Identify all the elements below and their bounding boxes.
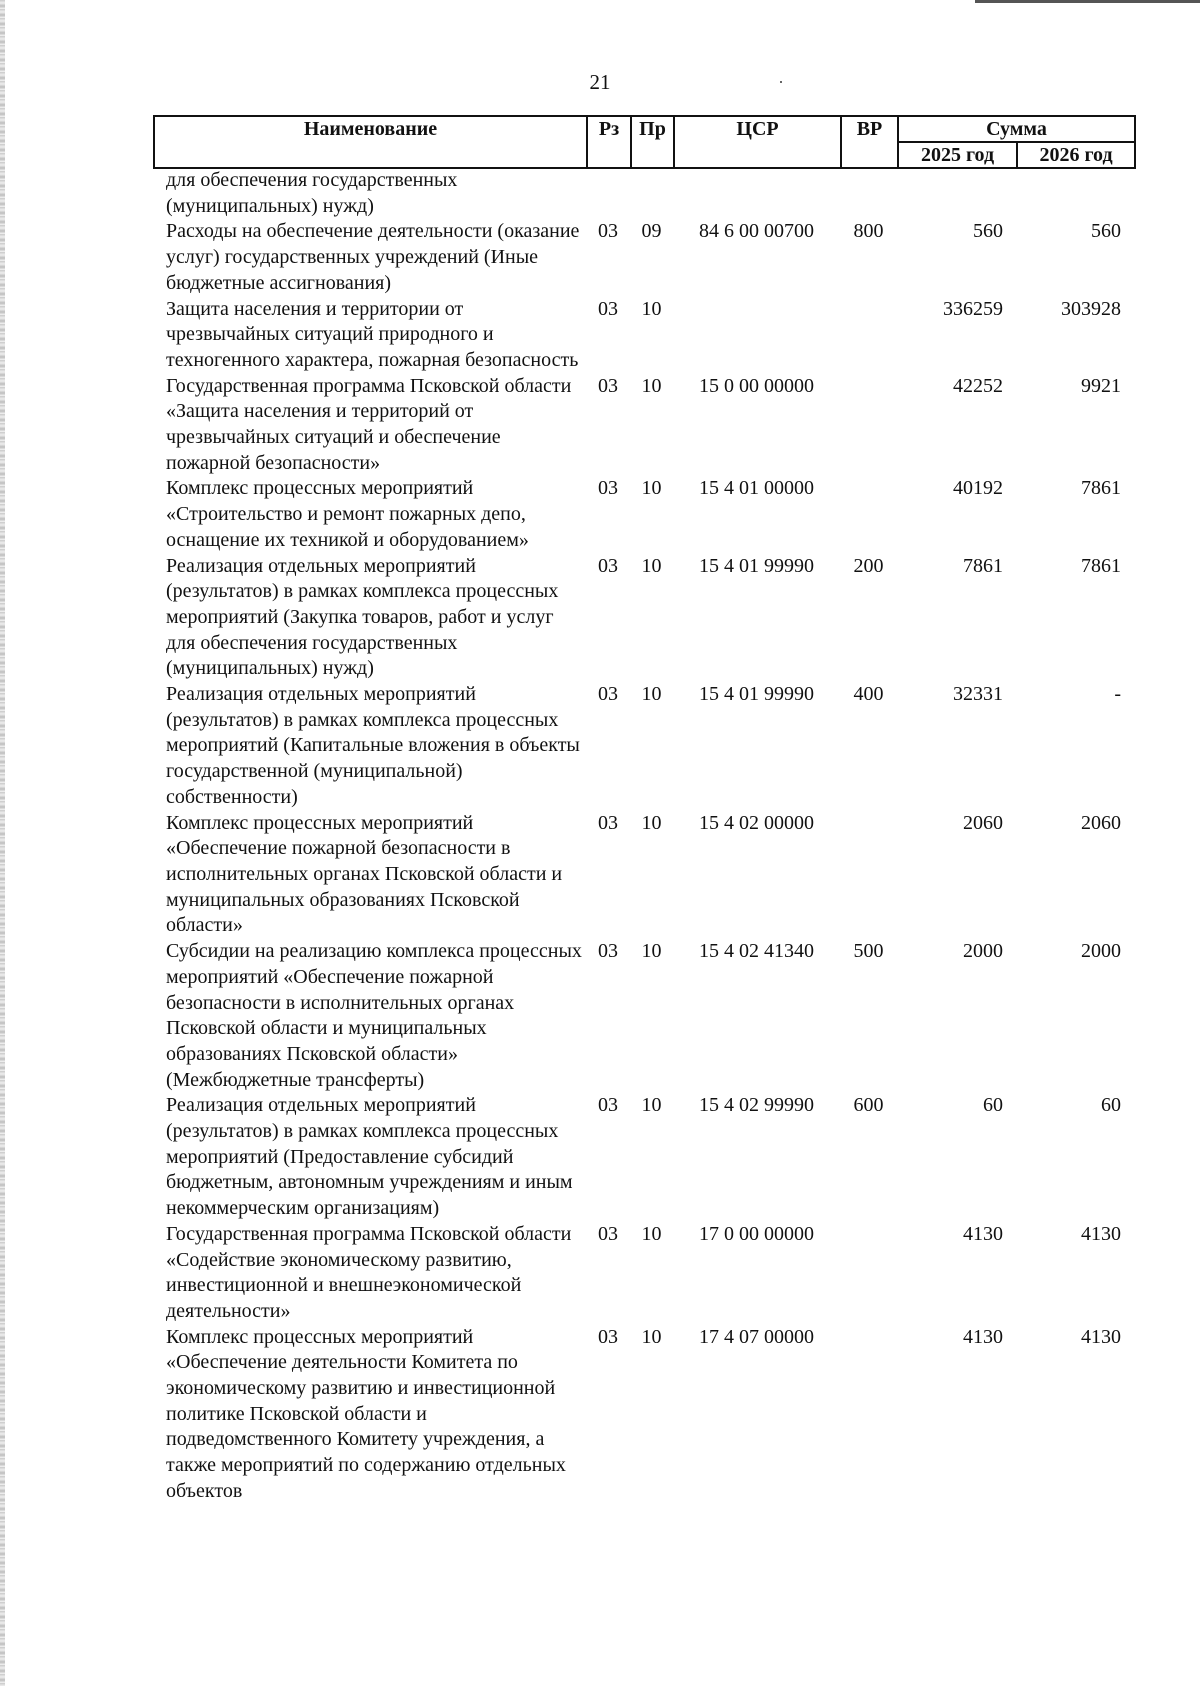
- row-name: Комплекс процессных мероприятий «Обеспечение деятельности Комитета по экономическому развитию и инвестиционной политике Псковской области и подведомственного Комитету учреждения, а также мероприятий по содержанию отдельных объектов: [166, 1325, 566, 1502]
- row-csr: [673, 297, 840, 374]
- row-pr: 09: [641, 220, 662, 243]
- row-pr: 10: [641, 477, 662, 500]
- header-vr: ВР: [841, 116, 898, 168]
- row-sum-2026: 9921: [1081, 374, 1121, 397]
- table-row: [153, 168, 1134, 219]
- row-csr: 84 6 00 00700: [699, 220, 814, 243]
- row-pr: 10: [641, 297, 662, 320]
- row-rz: 03: [598, 1094, 618, 1117]
- header-name: Наименование: [154, 116, 587, 168]
- row-csr: 15 4 01 99990: [699, 554, 814, 577]
- row-sum-2026: 303928: [1061, 297, 1121, 320]
- row-name: Реализация отдельных мероприятий (результатов) в рамках комплекса процессных мероприятий (Предоставление субсидий бюджетным, автономным учреждениям и иным некоммерческим организациям): [166, 1094, 573, 1220]
- row-sum-2025: 7861: [963, 554, 1003, 577]
- row-csr: [673, 168, 840, 219]
- row-name: Защита населения и территории от чрезвычайных ситуаций природного и техногенного характера, пожарная безопасность: [166, 297, 579, 371]
- row-csr: 15 4 02 99990: [699, 1094, 814, 1117]
- row-sum-2025: 40192: [953, 477, 1003, 500]
- row-csr: 17 4 07 00000: [699, 1325, 814, 1348]
- row-csr: 15 4 02 00000: [699, 811, 814, 834]
- table-row: [153, 219, 1134, 296]
- row-csr: 15 0 00 00000: [699, 374, 814, 397]
- scan-edge-top: [975, 0, 1200, 3]
- row-rz: 03: [598, 940, 618, 963]
- row-vr: [840, 168, 897, 219]
- row-sum-2025: 4130: [963, 1325, 1003, 1348]
- row-vr: [840, 374, 897, 477]
- row-vr: [840, 1222, 897, 1325]
- row-sum-2025: 4130: [963, 1222, 1003, 1245]
- row-pr: 10: [641, 940, 662, 963]
- row-pr: 10: [641, 683, 662, 706]
- row-pr: 10: [641, 1325, 662, 1348]
- row-vr: 800: [853, 220, 884, 243]
- row-sum-2025: 336259: [943, 297, 1003, 320]
- row-sum-2025: 2060: [963, 811, 1003, 834]
- row-pr: 10: [641, 1222, 662, 1245]
- row-csr: 17 0 00 00000: [699, 1222, 814, 1245]
- row-name: для обеспечения государственных (муниципальных) нужд): [166, 169, 458, 217]
- row-pr: 10: [641, 811, 662, 834]
- header-year-2025: 2025 год: [898, 142, 1017, 168]
- row-sum-2026: 7861: [1081, 477, 1121, 500]
- row-sum-2026: 7861: [1081, 554, 1121, 577]
- table-row: [153, 476, 1134, 553]
- row-rz: [586, 168, 630, 219]
- row-sum-2025: 60: [983, 1094, 1003, 1117]
- row-name: Комплекс процессных мероприятий «Строительство и ремонт пожарных депо, оснащение их техникой и оборудованием»: [166, 477, 529, 551]
- row-sum-2026: 2060: [1081, 811, 1121, 834]
- row-sum-2026: -: [1114, 683, 1121, 706]
- page-number: 21: [589, 70, 611, 94]
- table-header: [153, 115, 1136, 169]
- scan-edge-left: [0, 0, 5, 1686]
- table-body: [153, 168, 1134, 1505]
- row-name: Государственная программа Псковской области «Защита населения и территорий от чрезвычайных ситуаций и обеспечение пожарной безопасности»: [166, 374, 572, 474]
- row-vr: [840, 297, 897, 374]
- row-rz: 03: [598, 811, 618, 834]
- table-row: [153, 1325, 1134, 1505]
- header-pr: Пр: [631, 116, 674, 168]
- table-row: [153, 374, 1134, 477]
- row-name: Государственная программа Псковской области «Содействие экономическому развитию, инвестиционной и внешнеэкономической деятельности»: [166, 1222, 572, 1322]
- row-csr: 15 4 01 00000: [699, 477, 814, 500]
- row-rz: 03: [598, 374, 618, 397]
- row-vr: 500: [853, 940, 884, 963]
- row-sum-2025: 42252: [953, 374, 1003, 397]
- header-csr: ЦСР: [674, 116, 841, 168]
- row-pr: 10: [641, 554, 662, 577]
- row-sum-2025: 2000: [963, 940, 1003, 963]
- row-rz: 03: [598, 220, 618, 243]
- header-rz: Рз: [587, 116, 631, 168]
- row-rz: 03: [598, 477, 618, 500]
- table-row: [153, 297, 1134, 374]
- header-year-2026: 2026 год: [1017, 142, 1135, 168]
- row-vr: [840, 1325, 897, 1505]
- row-sum-2026: 2000: [1081, 940, 1121, 963]
- row-rz: 03: [598, 1325, 618, 1348]
- row-rz: 03: [598, 1222, 618, 1245]
- row-sum-2026: 4130: [1081, 1222, 1121, 1245]
- row-vr: 400: [853, 683, 884, 706]
- row-name: Комплекс процессных мероприятий «Обеспечение пожарной безопасности в исполнительных органах Псковской области и муниципальных образованиях Псковской области»: [166, 811, 563, 937]
- row-csr: 15 4 02 41340: [699, 940, 814, 963]
- row-vr: 200: [853, 554, 884, 577]
- row-sum-2025: 560: [973, 220, 1003, 243]
- row-rz: 03: [598, 683, 618, 706]
- row-rz: 03: [598, 297, 618, 320]
- row-sum-2026: 4130: [1081, 1325, 1121, 1348]
- row-pr: [630, 168, 673, 219]
- row-sum-2025: [897, 168, 1016, 219]
- row-name: Субсидии на реализацию комплекса процессных мероприятий «Обеспечение пожарной безопасности в исполнительных органах Псковской области и муниципальных образованиях Псковской области» (Межбюджетные трансферты): [166, 940, 582, 1091]
- table-row: [153, 939, 1134, 1093]
- row-sum-2025: 32331: [953, 683, 1003, 706]
- row-vr: [840, 811, 897, 940]
- table-row: [153, 554, 1134, 683]
- header-sum: Сумма: [898, 116, 1135, 142]
- row-pr: 10: [641, 374, 662, 397]
- row-csr: 15 4 01 99990: [699, 683, 814, 706]
- row-name: Расходы на обеспечение деятельности (оказание услуг) государственных учреждений (Иные бюджетные ассигнования): [166, 220, 580, 294]
- table-row: [153, 811, 1134, 940]
- row-sum-2026: 560: [1091, 220, 1121, 243]
- table-row: [153, 1222, 1134, 1325]
- row-vr: [840, 476, 897, 553]
- row-vr: 600: [853, 1094, 884, 1117]
- row-sum-2026: 60: [1101, 1094, 1121, 1117]
- row-name: Реализация отдельных мероприятий (результатов) в рамках комплекса процессных мероприятий (Закупка товаров, работ и услуг для обеспечения государственных (муниципальных) нужд): [166, 554, 559, 680]
- row-sum-2026: [1016, 168, 1134, 219]
- scan-speck: [780, 81, 782, 83]
- table-row: [153, 682, 1134, 811]
- row-pr: 10: [641, 1094, 662, 1117]
- row-rz: 03: [598, 554, 618, 577]
- row-name: Реализация отдельных мероприятий (результатов) в рамках комплекса процессных мероприятий (Капитальные вложения в объекты государственной (муниципальной) собственности): [166, 683, 580, 808]
- table-row: [153, 1093, 1134, 1222]
